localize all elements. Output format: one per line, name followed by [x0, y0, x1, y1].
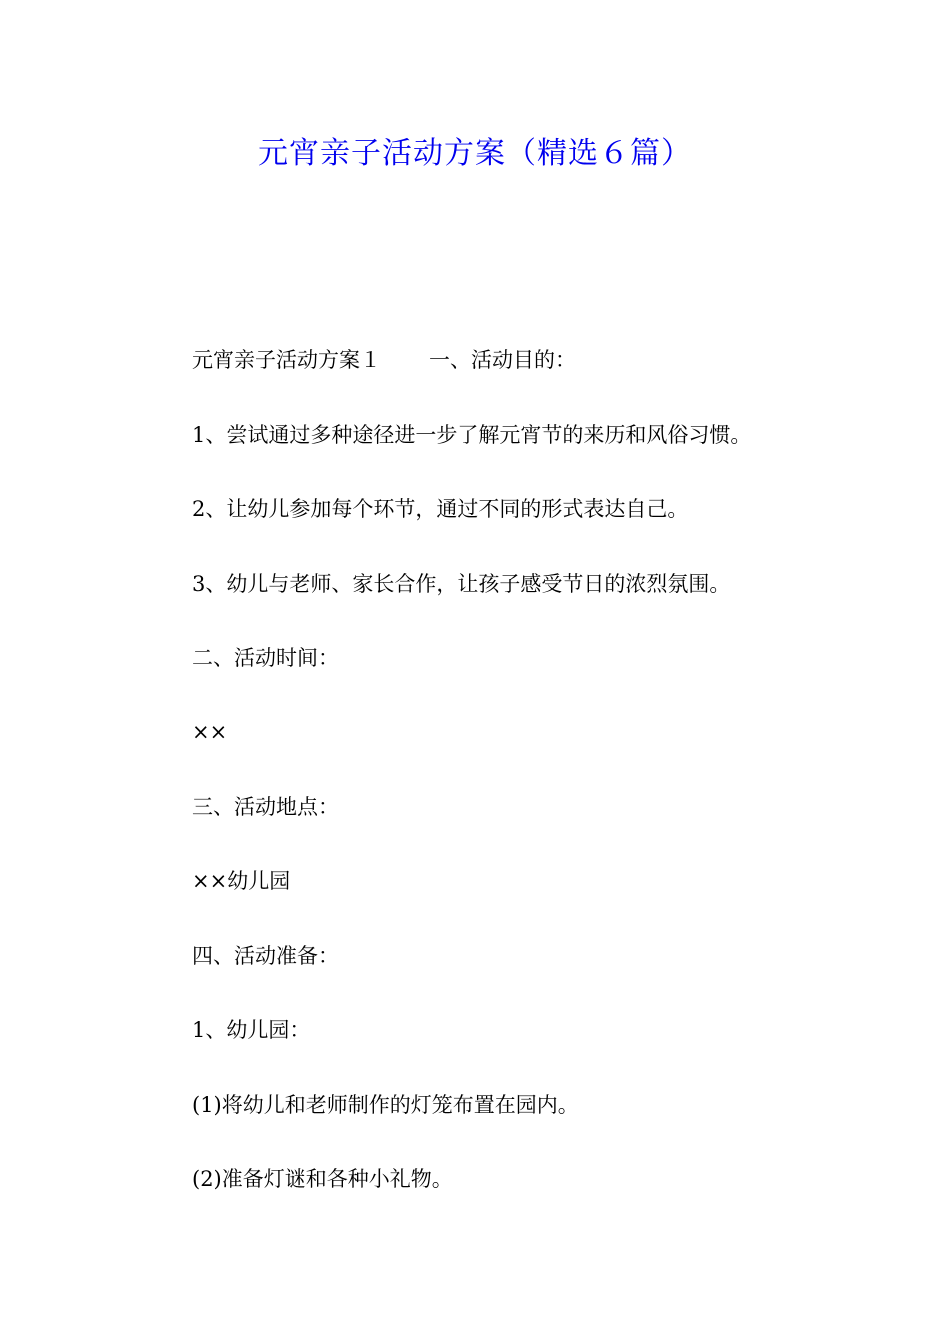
- section-name: 元宵亲子活动方案１: [192, 348, 381, 372]
- paragraph: ××幼儿园: [192, 869, 291, 893]
- paragraph: 1、尝试通过多种途径进一步了解元宵节的来历和风俗习惯。: [192, 423, 752, 447]
- paragraph: ××: [192, 720, 228, 744]
- paragraph: 3、幼儿与老师、家长合作，让孩子感受节日的浓烈氛围。: [192, 572, 731, 596]
- paragraph: 2、让幼儿参加每个环节，通过不同的形式表达自己。: [192, 497, 689, 521]
- paragraph: 1、幼儿园：: [192, 1018, 311, 1042]
- document-title: 元宵亲子活动方案（精选６篇）: [258, 136, 692, 171]
- section-heading: 四、活动准备：: [192, 944, 339, 968]
- paragraph: (1)将幼儿和老师制作的灯笼布置在园内。: [192, 1093, 579, 1117]
- section-heading: 二、活动时间：: [192, 646, 339, 670]
- paragraph: (2)准备灯谜和各种小礼物。: [192, 1167, 453, 1191]
- intro-line: [192, 348, 576, 373]
- section-heading: 一、活动目的：: [429, 348, 576, 372]
- section-heading: 三、活动地点：: [192, 795, 339, 819]
